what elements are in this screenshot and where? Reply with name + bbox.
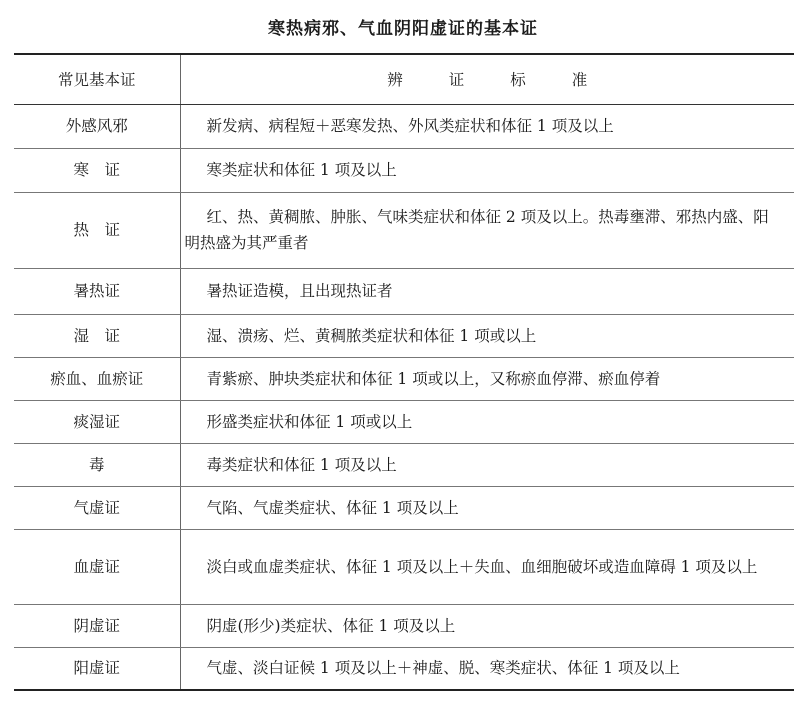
syndrome-criteria: 毒类症状和体征 1 项及以上 bbox=[180, 443, 794, 486]
syndrome-criteria: 红、热、黄稠脓、肿胀、气味类症状和体征 2 项及以上。热毒壅滞、邪热内盛、阳明热盛为其严重者 bbox=[180, 192, 794, 268]
syndrome-criteria-table bbox=[14, 53, 794, 691]
table-row bbox=[14, 104, 794, 148]
syndrome-name: 瘀血、血瘀证 bbox=[14, 357, 180, 400]
syndrome-name: 气虚证 bbox=[14, 486, 180, 529]
syndrome-name: 暑热证 bbox=[14, 268, 180, 314]
table-row bbox=[14, 400, 794, 443]
syndrome-name: 热 证 bbox=[14, 192, 180, 268]
table-header bbox=[14, 54, 794, 104]
syndrome-criteria: 寒类症状和体征 1 项及以上 bbox=[180, 148, 794, 192]
syndrome-criteria: 形盛类症状和体征 1 项或以上 bbox=[180, 400, 794, 443]
table-row bbox=[14, 529, 794, 604]
table-row bbox=[14, 314, 794, 357]
table-row bbox=[14, 443, 794, 486]
table-body bbox=[14, 104, 794, 690]
table-row bbox=[14, 604, 794, 647]
table-row bbox=[14, 486, 794, 529]
header-criteria: 辨证标准 bbox=[180, 54, 794, 104]
syndrome-name: 痰湿证 bbox=[14, 400, 180, 443]
syndrome-name: 阴虚证 bbox=[14, 604, 180, 647]
table-title: 寒热病邪、气血阴阳虚证的基本证 bbox=[268, 19, 538, 39]
syndrome-criteria: 青紫瘀、肿块类症状和体征 1 项或以上，又称瘀血停滞、瘀血停着 bbox=[180, 357, 794, 400]
syndrome-name: 寒 证 bbox=[14, 148, 180, 192]
table-row bbox=[14, 357, 794, 400]
syndrome-criteria: 湿、溃疡、烂、黄稠脓类症状和体征 1 项或以上 bbox=[180, 314, 794, 357]
table-row bbox=[14, 148, 794, 192]
syndrome-criteria: 气陷、气虚类症状、体征 1 项及以上 bbox=[180, 486, 794, 529]
syndrome-name: 毒 bbox=[14, 443, 180, 486]
syndrome-name: 阳虚证 bbox=[14, 647, 180, 690]
syndrome-criteria: 暑热证造模，且出现热证者 bbox=[180, 268, 794, 314]
syndrome-criteria: 阴虚(形少)类症状、体征 1 项及以上 bbox=[180, 604, 794, 647]
header-syndrome: 常见基本证 bbox=[14, 54, 180, 104]
syndrome-criteria: 气虚、淡白证候 1 项及以上＋神虚、脱、寒类症状、体征 1 项及以上 bbox=[180, 647, 794, 690]
syndrome-name: 外感风邪 bbox=[14, 104, 180, 148]
table-row bbox=[14, 192, 794, 268]
syndrome-criteria: 淡白或血虚类症状、体征 1 项及以上＋失血、血细胞破坏或造血障碍 1 项及以上 bbox=[180, 529, 794, 604]
syndrome-name: 血虚证 bbox=[14, 529, 180, 604]
syndrome-criteria: 新发病、病程短＋恶寒发热、外风类症状和体征 1 项及以上 bbox=[180, 104, 794, 148]
table-row bbox=[14, 647, 794, 690]
syndrome-name: 湿 证 bbox=[14, 314, 180, 357]
table-row bbox=[14, 268, 794, 314]
header-row bbox=[14, 54, 794, 104]
